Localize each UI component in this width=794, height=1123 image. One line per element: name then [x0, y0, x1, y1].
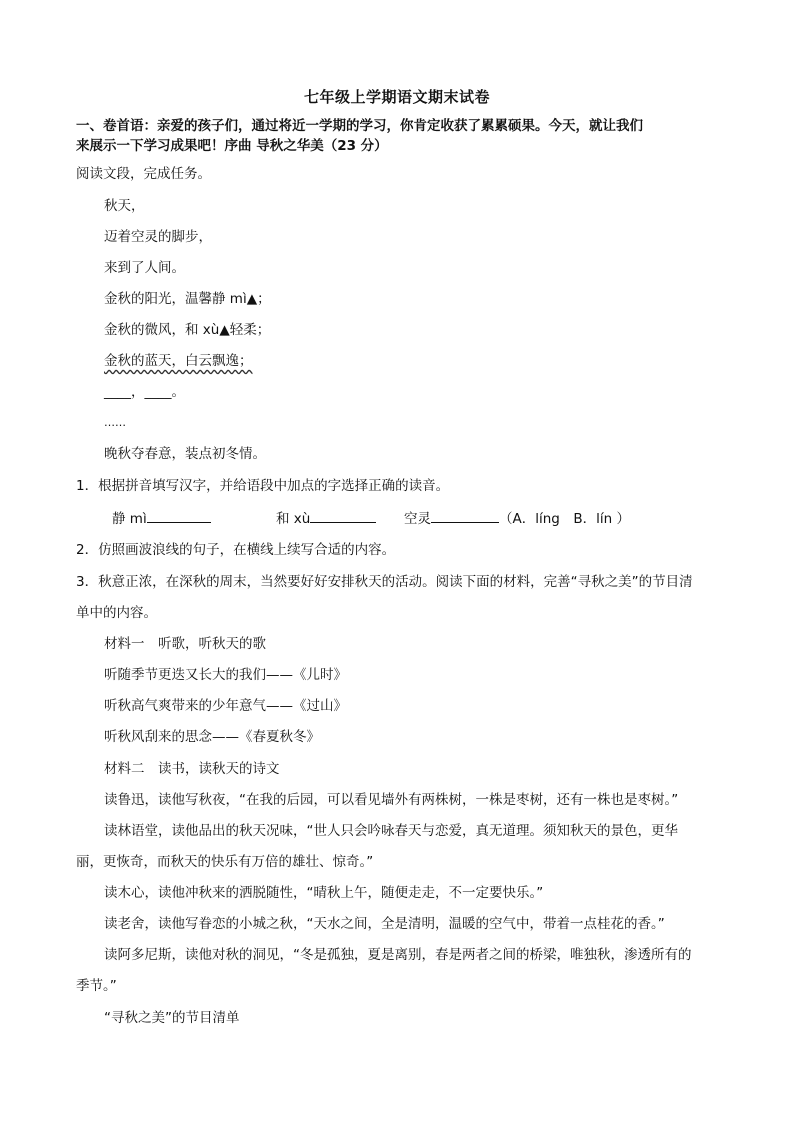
section1-heading-line2: 来展示一下学习成果吧！序曲 导秋之华美（23 分）	[76, 138, 388, 154]
q1-item-c-label: 空灵	[404, 511, 431, 527]
q1-item-a-label: 静 mì	[112, 511, 147, 527]
material-2-item: 读木心，读他冲秋来的洒脱随性，“晴秋上午，随便走走，不一定要快乐。”	[104, 885, 544, 901]
material-1-item: 听秋高气爽带来的少年意气——《过山》	[104, 698, 347, 714]
question-3-line2: 单中的内容。	[76, 605, 157, 621]
q1-item-b-label: 和 xù	[276, 511, 311, 527]
page-title: 七年级上学期语文期末试卷	[303, 88, 490, 106]
poem-line: 来到了人间。	[104, 260, 185, 276]
material-2-item: 读老舍，读他写眷恋的小城之秋，“天水之间，全是清明，温暖的空气中，带着一点桂花的香。”	[104, 916, 665, 932]
q1-item-a	[112, 508, 211, 529]
material-2-item-cont: 季节。”	[76, 978, 117, 994]
poem-fill-blanks: ____，____。	[104, 384, 185, 400]
material-2-item-cont: 丽，更恢奇，而秋天的快乐有万倍的雄壮、惊奇。”	[76, 854, 374, 870]
poem-line: 金秋的阳光，温馨静 mì▲；	[104, 291, 271, 307]
poem-ellipsis: ……	[104, 416, 126, 429]
q1-item-a-blank[interactable]	[147, 508, 211, 523]
material-2-item: 读林语堂，读他品出的秋天况味，“世人只会吟咏春天与恋爱，真无道理。须知秋天的景色，更华	[104, 823, 678, 839]
poem-line: 秋天，	[104, 198, 145, 214]
poem-line-wavy-underlined: 金秋的蓝天，白云飘逸；	[104, 353, 253, 369]
material-1-item: 听随季节更迭又长大的我们——《儿时》	[104, 667, 347, 683]
q1-item-c-options: （A．líng B．lín ）	[499, 511, 630, 527]
program-list-heading: “寻秋之美”的节目清单	[104, 1010, 240, 1026]
question-2: 2．仿照画波浪线的句子，在横线上续写合适的内容。	[76, 542, 396, 558]
material-1-item: 听秋风刮来的思念——《春夏秋冬》	[104, 729, 320, 745]
question-3-line1: 3．秋意正浓，在深秋的周末，当然要好好安排秋天的活动。阅读下面的材料，完善“寻秋之美”的节目清	[76, 574, 693, 590]
q1-item-b-blank[interactable]	[310, 508, 376, 523]
material-1-heading: 材料一 听歌，听秋天的歌	[104, 636, 266, 652]
poem-line: 金秋的微风，和 xù▲轻柔；	[104, 322, 271, 338]
q1-item-c	[404, 508, 630, 529]
section1-heading-line1: 一、卷首语：亲爱的孩子们，通过将近一学期的学习，你肯定收获了累累硕果。今天，就让我们	[76, 118, 643, 134]
q1-item-c-blank[interactable]	[431, 508, 499, 523]
q1-item-b	[276, 508, 376, 529]
question-1: 1．根据拼音填写汉字，并给语段中加点的字选择正确的读音。	[76, 478, 450, 494]
material-2-item: 读阿多尼斯，读他对秋的洞见，“冬是孤独，夏是离别，春是两者之间的桥梁，唯独秋，渗透所有的	[104, 947, 692, 963]
reading-instruction: 阅读文段，完成任务。	[76, 166, 211, 182]
poem-line: 晚秋夺春意，装点初冬情。	[104, 446, 266, 462]
material-2-item: 读鲁迅，读他写秋夜，“在我的后园，可以看见墙外有两株树，一株是枣树，还有一株也是枣树。”	[104, 792, 679, 808]
material-2-heading: 材料二 读书，读秋天的诗文	[104, 761, 280, 777]
poem-line: 迈着空灵的脚步，	[104, 229, 212, 245]
